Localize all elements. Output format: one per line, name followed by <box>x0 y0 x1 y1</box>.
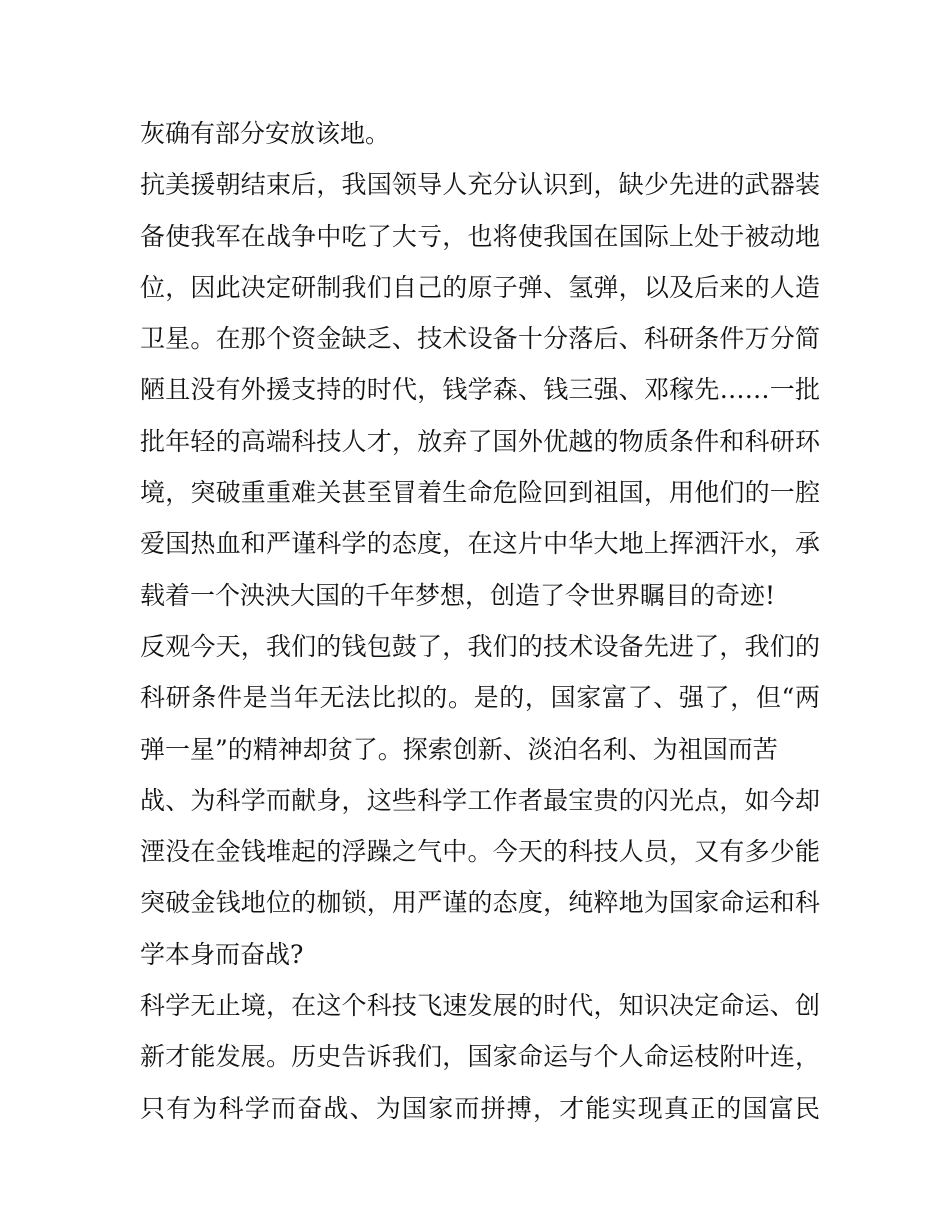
text-line: 只有为科学而奋战、为国家而拼搏，才能实现真正的国富民 <box>140 1093 820 1123</box>
text-line: 抗美援朝结束后，我国领导人充分认识到，缺少先进的武器装 <box>140 170 820 200</box>
text-line: 爱国热血和严谨科学的态度，在这片中华大地上挥洒汗水，承 <box>140 529 820 559</box>
text-line: 突破金钱地位的枷锁，用严谨的态度，纯粹地为国家命运和科 <box>140 888 820 918</box>
text-line: 载着一个泱泱大国的千年梦想，创造了令世界瞩目的奇迹! <box>140 580 776 610</box>
text-line: 位，因此决定研制我们自己的原子弹、氢弹，以及后来的人造 <box>140 272 820 302</box>
text-line: 境，突破重重难关甚至冒着生命危险回到祖国，用他们的一腔 <box>140 478 820 508</box>
text-line: 卫星。在那个资金缺乏、技术设备十分落后、科研条件万分简 <box>140 324 820 354</box>
text-line: 战、为科学而献身，这些科学工作者最宝贵的闪光点，如今却 <box>140 785 820 815</box>
text-line: 湮没在金钱堆起的浮躁之气中。今天的科技人员，又有多少能 <box>140 837 820 867</box>
text-line: 批年轻的高端科技人才，放弃了国外优越的物质条件和科研环 <box>140 426 820 456</box>
text-line: 学本身而奋战? <box>140 939 304 969</box>
text-line: 反观今天，我们的钱包鼓了，我们的技术设备先进了，我们的 <box>140 631 820 661</box>
text-line: 科研条件是当年无法比拟的。是的，国家富了、强了，但“两 <box>140 683 820 713</box>
text-line: 新才能发展。历史告诉我们，国家命运与个人命运枝附叶连， <box>140 1042 820 1072</box>
text-line: 陋且没有外援支持的时代，钱学森、钱三强、邓稼先……一批 <box>140 375 820 405</box>
text-line: 备使我军在战争中吃了大亏，也将使我国在国际上处于被动地 <box>140 221 820 251</box>
document-body <box>140 108 820 1134</box>
text-line: 科学无止境，在这个科技飞速发展的时代，知识决定命运、创 <box>140 991 820 1021</box>
text-line: 弹一星”的精神却贫了。探索创新、淡泊名利、为祖国而苦 <box>140 734 778 764</box>
text-line: 灰确有部分安放该地。 <box>140 119 391 148</box>
